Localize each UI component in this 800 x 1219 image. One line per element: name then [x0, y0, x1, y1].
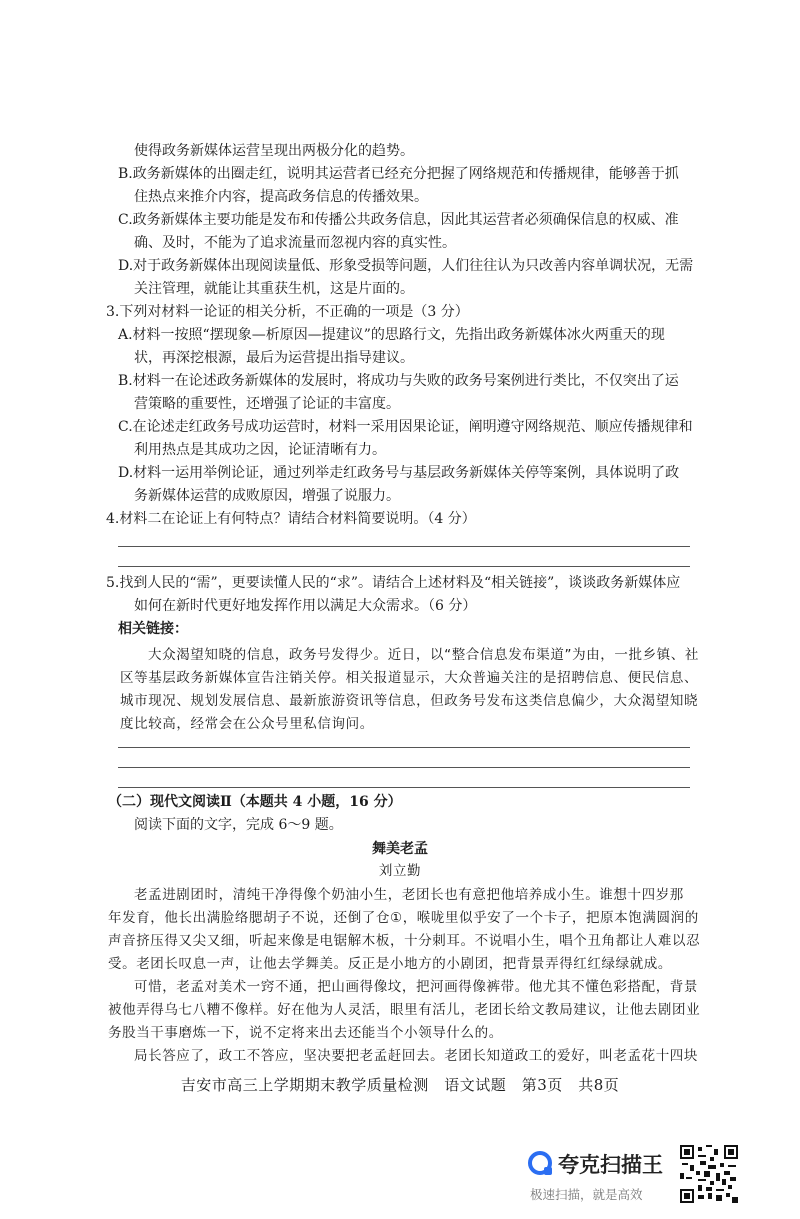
text-line: 使得政务新媒体运营呈现出两极分化的趋势。: [134, 143, 414, 159]
question-4: 4.材料二在论证上有何特点？请结合材料简要说明。（4 分）: [106, 511, 476, 527]
q3-option-a: A.材料一按照“摆现象—析原因—提建议”的思路行文，先指出政务新媒体冰火两重天的现: [118, 327, 665, 343]
text-line: 营策略的重要性，还增强了论证的丰富度。: [134, 396, 400, 412]
article-paragraph: 局长答应了，政工不答应，坚决要把老孟赶回去。老团长知道政工的爱好，叫老孟花十四块: [134, 1048, 698, 1064]
article-paragraph: 年发育，他长出满脸络腮胡子不说，还倒了仓①，喉咙里似乎安了一个卡子，把原本饱满圆润的: [108, 910, 699, 926]
article-paragraph: 声音挤压得又尖又细，听起来像是电锯解木板，十分刺耳。不说唱小生，唱个丑角都让人难以忍: [108, 933, 701, 949]
qr-code-icon: [680, 1145, 738, 1203]
scanner-watermark: [528, 1149, 673, 1209]
answer-line: [118, 747, 690, 748]
answer-line: [118, 566, 690, 567]
brand-name: 夸克扫描王: [558, 1153, 663, 1177]
q3-option-c: C.在论述走红政务号成功运营时，材料一采用因果论证，阐明遵守网络规范、顺应传播规律和: [118, 419, 693, 435]
related-link-text: 区等基层政务新媒体宣告注销关停。相关报道显示，大众普遍关注的是招聘信息、便民信息、: [120, 670, 699, 686]
text-line: 状，再深挖根源，最后为运营提出指导建议。: [134, 350, 414, 366]
text-line: 利用热点是其成功之因，论证清晰有力。: [134, 442, 386, 458]
text-line: 务新媒体运营的成败原因，增强了说服力。: [134, 488, 400, 504]
related-link-text: 大众渴望知晓的信息，政务号发得少。近日，以“整合信息发布渠道”为由，一批乡镇、社: [148, 647, 699, 663]
text-line: 关注管理，就能让其重获生机，这是片面的。: [134, 281, 414, 297]
article-paragraph: 务股当干事磨炼一下，说不定将来出去还能当个小领导什么的。: [108, 1025, 503, 1041]
answer-line: [118, 787, 690, 788]
text-line: 确、及时，不能为了追求流量而忽视内容的真实性。: [134, 235, 456, 251]
article-paragraph: 被他弄得乌七八糟不像样。好在他为人灵活，眼里有活儿，老团长给文教局建议，让他去剧团业: [108, 1002, 701, 1018]
option-d-line-1: D.对于政务新媒体出现阅读量低、形象受损等问题，人们往往认为只改善内容单调状况，无需: [118, 258, 694, 274]
text-line: 住热点来推介内容，提高政务信息的传播效果。: [134, 189, 428, 205]
q3-option-d: D.材料一运用举例论证，通过列举走红政务号与基层政务新媒体关停等案例，具体说明了政: [118, 465, 680, 481]
section-instruction: 阅读下面的文字，完成 6～9 题。: [134, 817, 343, 833]
article-author: 刘立勤: [378, 863, 422, 879]
quark-logo-icon: [528, 1151, 552, 1175]
related-link-text: 度比较高，经常会在公众号里私信询问。: [120, 716, 374, 732]
article-title: 舞美老孟: [372, 841, 428, 857]
page-footer: 吉安市高三上学期期末教学质量检测 语文试题 第3页 共8页: [180, 1076, 620, 1094]
related-link-text: 城市现况、规划发展信息、最新旅游资讯等信息，但政务号发布这类信息偏少，大众渴望知晓: [120, 693, 699, 709]
article-paragraph: 老孟进剧团时，清纯干净得像个奶油小生，老团长也有意把他培养成小生。谁想十四岁那: [134, 887, 684, 903]
related-link-heading: 相关链接：: [118, 621, 188, 637]
brand-slogan: 极速扫描，就是高效: [530, 1187, 643, 1202]
question-5: 5.找到人民的“需”，更要读懂人民的“求”。请结合上述材料及“相关链接”，谈谈政务新媒体应: [106, 575, 681, 591]
article-paragraph: 受。老团长叹息一声，让他去学舞美。反正是小地方的小剧团，把背景弄得红红绿绿就成。: [108, 956, 672, 972]
answer-line: [118, 546, 690, 547]
option-b-line-1: B.政务新媒体的出圈走红，说明其运营者已经充分把握了网络规范和传播规律，能够善于抓: [118, 166, 679, 182]
option-c-line-1: C.政务新媒体主要功能是发布和传播公共政务信息，因此其运营者必须确保信息的权威、准: [118, 212, 679, 228]
section-heading: （二）现代文阅读Ⅱ（本题共 4 小题，16 分）: [108, 794, 402, 810]
q3-option-b: B.材料一在论述政务新媒体的发展时，将成功与失败的政务号案例进行类比，不仅突出了运: [118, 373, 679, 389]
article-paragraph: 可惜，老孟对美术一窍不通，把山画得像坟，把河画得像裤带。他尤其不懂色彩搭配，背景: [134, 979, 698, 995]
text-line: 如何在新时代更好地发挥作用以满足大众需求。（6 分）: [134, 598, 477, 614]
answer-line: [118, 767, 690, 768]
question-3: 3.下列对材料一论证的相关分析，不正确的一项是（3 分）: [106, 304, 469, 320]
